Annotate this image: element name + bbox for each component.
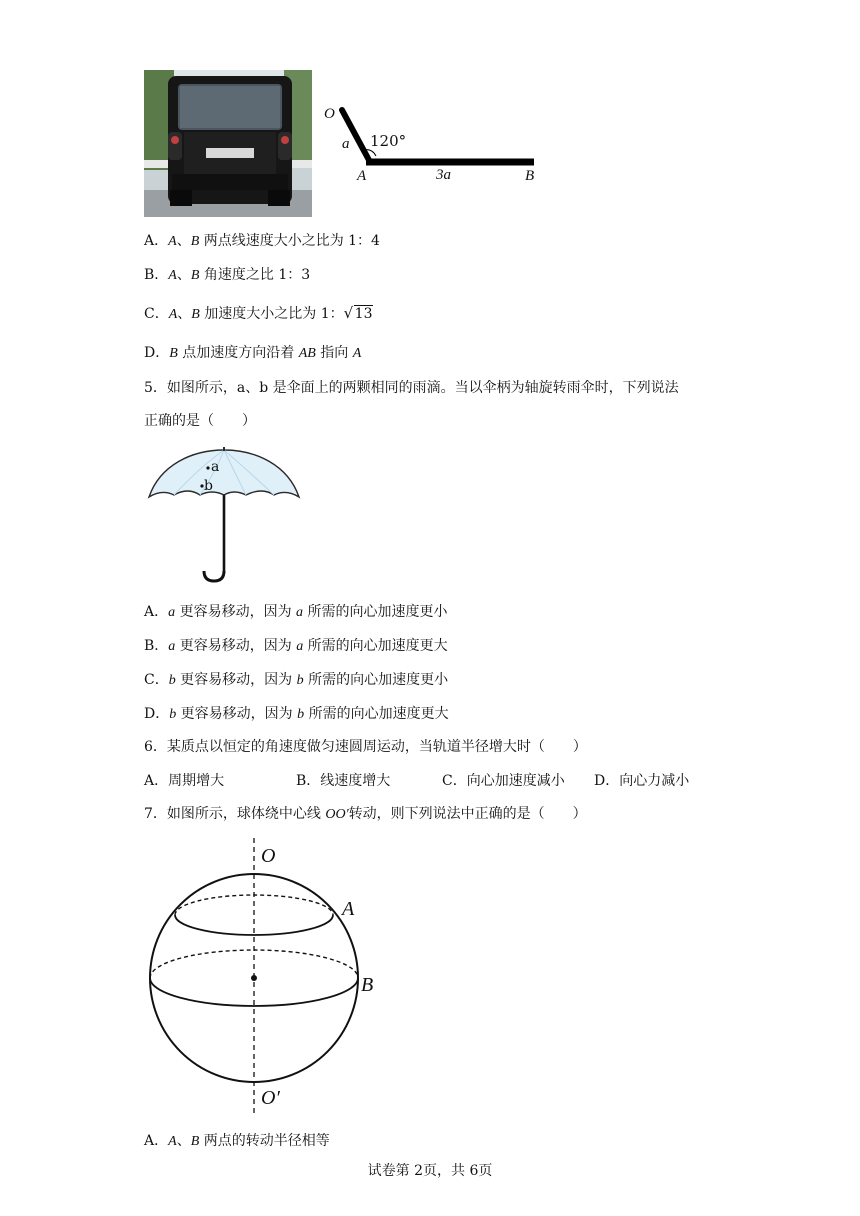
q7-option-a: A．A、B 两点的转动半径相等 — [144, 1133, 330, 1149]
label-O: O — [324, 106, 335, 122]
q5-option-c: C．b 更容易移动，因为 b 所需的向心加速度更小 — [144, 672, 449, 688]
q5-option-a: A．a 更容易移动，因为 a 所需的向心加速度更小 — [144, 604, 448, 620]
label-3a: 3a — [436, 167, 451, 183]
q6-option-c: C．向心加速度减小 — [442, 773, 565, 789]
q5-stem-line2: 正确的是（ ） — [144, 413, 256, 429]
umbrella-figure — [146, 445, 302, 585]
q6-option-a: A．周期增大 — [144, 773, 225, 789]
sphere-label-O-top: O — [261, 845, 276, 867]
q6-stem: 6．某质点以恒定的角速度做匀速圆周运动，当轨道半径增大时（ ） — [144, 739, 587, 755]
q4-option-c: C．A、B 加速度大小之比为 1： √ 13 — [144, 304, 373, 322]
q5-option-b: B．a 更容易移动，因为 a 所需的向心加速度更大 — [144, 638, 448, 654]
lever-diagram — [320, 100, 550, 190]
page-footer: 试卷第 2页，共 6页 — [367, 1163, 493, 1179]
label-B: B — [525, 168, 535, 184]
q6-option-d: D．向心力减小 — [594, 773, 690, 789]
suv-photo — [144, 70, 312, 217]
q5-stem-line1: 5．如图所示，a、b 是伞面上的两颗相同的雨滴。当以伞柄为轴旋转雨伞时，下列说法 — [144, 380, 679, 396]
sphere-label-O-prime: O′ — [261, 1087, 280, 1109]
q4-option-d: D．B 点加速度方向沿着 AB 指向 A — [144, 345, 362, 361]
q6-option-b: B．线速度增大 — [296, 773, 391, 789]
q4-option-b: B．A、B 角速度之比 1：3 — [144, 267, 311, 283]
sphere-label-B: B — [361, 974, 374, 996]
umbrella-label-a: a — [211, 459, 220, 475]
q5-option-d: D．b 更容易移动，因为 b 所需的向心加速度更大 — [144, 706, 449, 722]
label-angle: 120° — [370, 132, 407, 150]
label-A: A — [357, 168, 367, 184]
label-a-length: a — [342, 136, 350, 152]
sphere-label-A: A — [342, 898, 355, 920]
umbrella-label-b: b — [204, 478, 213, 494]
q7-stem: 7．如图所示，球体绕中心线 OO′转动，则下列说法中正确的是（ ） — [144, 806, 587, 822]
q4-option-a: A．A、B 两点线速度大小之比为 1：4 — [144, 233, 380, 249]
sqrt-13: √ 13 — [343, 304, 373, 322]
